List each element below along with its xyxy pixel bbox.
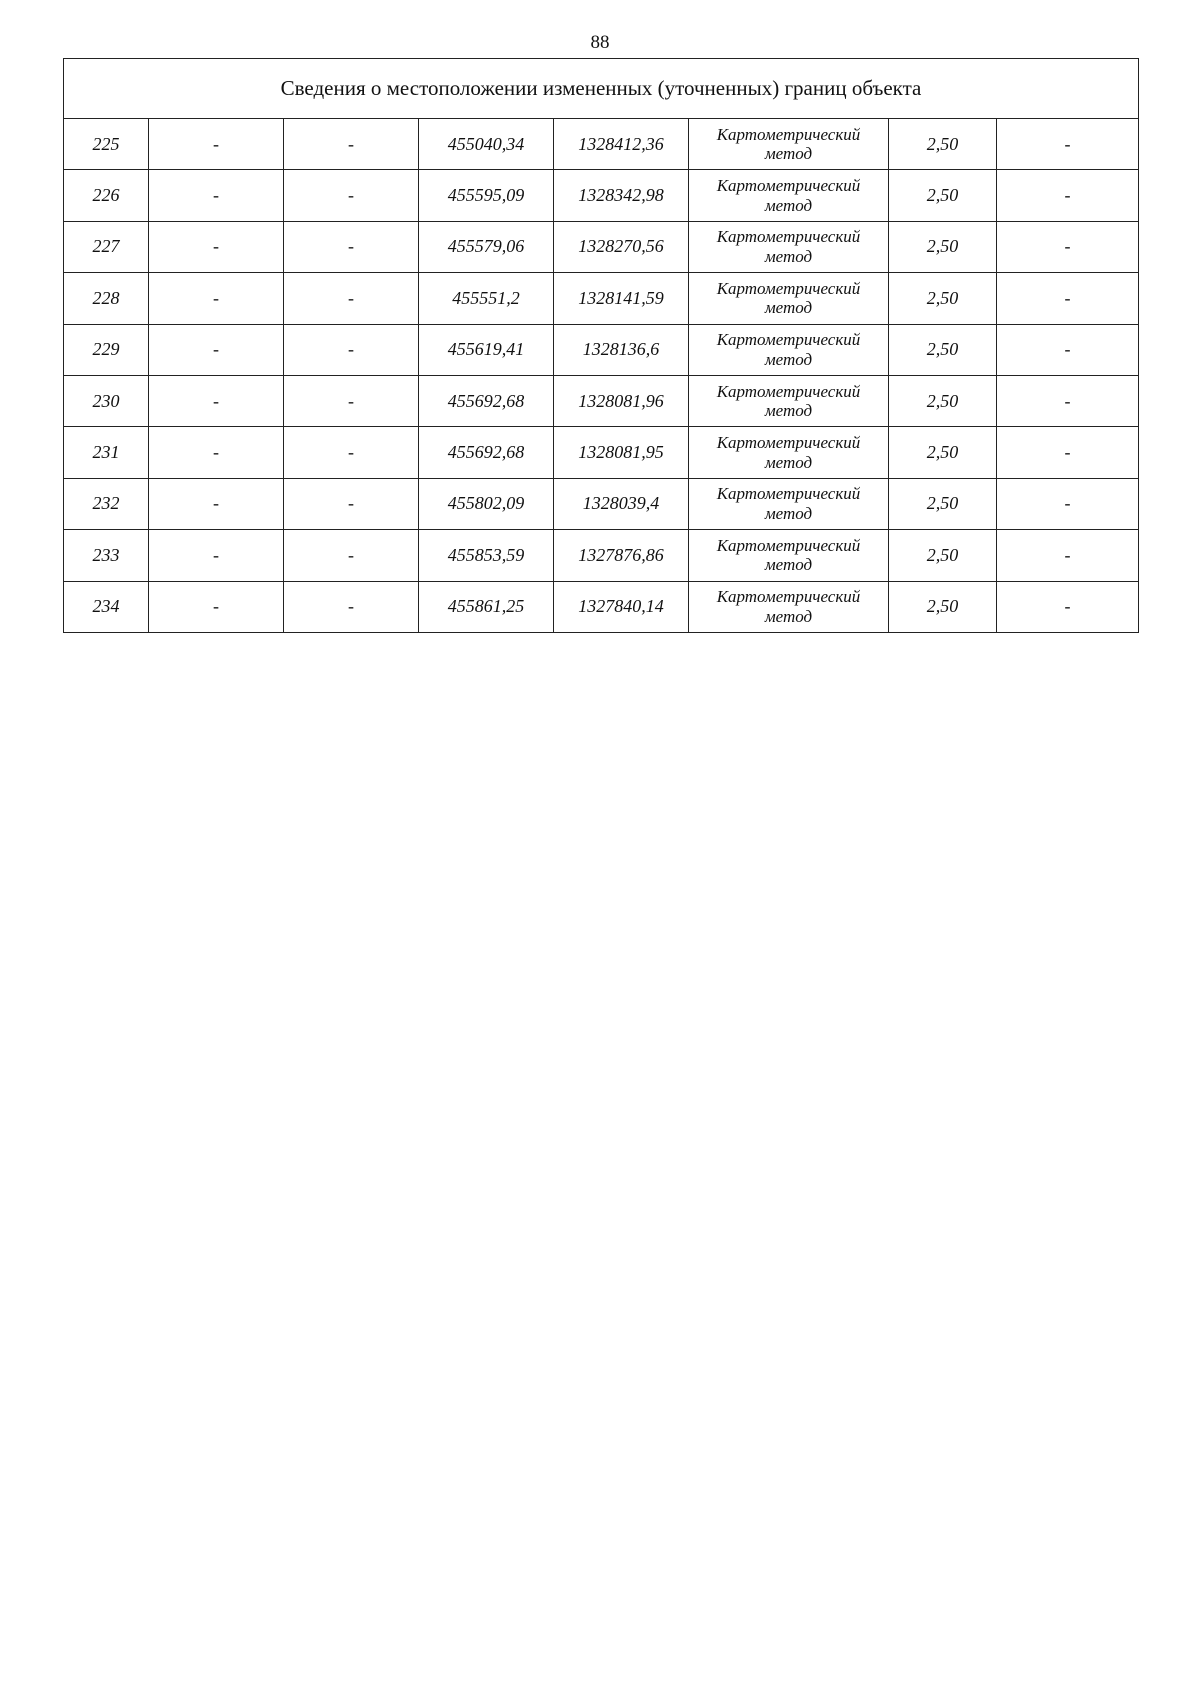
old-x-cell: -: [149, 273, 284, 324]
method-cell: Картометрический метод: [689, 119, 889, 170]
method-cell: Картометрический метод: [689, 324, 889, 375]
point-number-cell: 232: [64, 478, 149, 529]
old-y-cell: -: [284, 375, 419, 426]
old-y-cell: -: [284, 119, 419, 170]
accuracy-cell: 2,50: [889, 581, 997, 632]
point-number-cell: 233: [64, 530, 149, 581]
new-x-cell: 455619,41: [419, 324, 554, 375]
method-cell: Картометрический метод: [689, 478, 889, 529]
description-cell: -: [997, 170, 1139, 221]
accuracy-cell: 2,50: [889, 273, 997, 324]
new-x-cell: 455861,25: [419, 581, 554, 632]
new-y-cell: 1328081,96: [554, 375, 689, 426]
method-cell: Картометрический метод: [689, 221, 889, 272]
method-cell: Картометрический метод: [689, 427, 889, 478]
new-x-cell: 455853,59: [419, 530, 554, 581]
table-body: [64, 119, 1139, 633]
table-row: [64, 273, 1139, 324]
accuracy-cell: 2,50: [889, 119, 997, 170]
description-cell: -: [997, 581, 1139, 632]
table-row: [64, 581, 1139, 632]
new-y-cell: 1328141,59: [554, 273, 689, 324]
point-number-cell: 234: [64, 581, 149, 632]
old-y-cell: -: [284, 324, 419, 375]
new-x-cell: 455802,09: [419, 478, 554, 529]
point-number-cell: 228: [64, 273, 149, 324]
method-cell: Картометрический метод: [689, 170, 889, 221]
description-cell: -: [997, 478, 1139, 529]
table-title: Сведения о местоположении измененных (уточненных) границ объекта: [64, 59, 1139, 119]
old-y-cell: -: [284, 221, 419, 272]
description-cell: -: [997, 530, 1139, 581]
description-cell: -: [997, 221, 1139, 272]
accuracy-cell: 2,50: [889, 324, 997, 375]
point-number-cell: 226: [64, 170, 149, 221]
description-cell: -: [997, 324, 1139, 375]
old-x-cell: -: [149, 119, 284, 170]
description-cell: -: [997, 427, 1139, 478]
new-y-cell: 1328081,95: [554, 427, 689, 478]
description-cell: -: [997, 375, 1139, 426]
coordinates-table: [63, 58, 1139, 633]
method-cell: Картометрический метод: [689, 530, 889, 581]
old-y-cell: -: [284, 478, 419, 529]
description-cell: -: [997, 273, 1139, 324]
old-y-cell: -: [284, 273, 419, 324]
old-x-cell: -: [149, 530, 284, 581]
new-x-cell: 455692,68: [419, 375, 554, 426]
new-y-cell: 1328039,4: [554, 478, 689, 529]
old-y-cell: -: [284, 530, 419, 581]
old-x-cell: -: [149, 427, 284, 478]
new-x-cell: 455595,09: [419, 170, 554, 221]
old-x-cell: -: [149, 478, 284, 529]
old-x-cell: -: [149, 221, 284, 272]
point-number-cell: 229: [64, 324, 149, 375]
new-y-cell: 1328342,98: [554, 170, 689, 221]
method-cell: Картометрический метод: [689, 273, 889, 324]
method-cell: Картометрический метод: [689, 375, 889, 426]
new-x-cell: 455692,68: [419, 427, 554, 478]
old-y-cell: -: [284, 170, 419, 221]
accuracy-cell: 2,50: [889, 427, 997, 478]
table-row: [64, 119, 1139, 170]
old-x-cell: -: [149, 581, 284, 632]
new-x-cell: 455551,2: [419, 273, 554, 324]
table-row: [64, 427, 1139, 478]
accuracy-cell: 2,50: [889, 530, 997, 581]
table-row: [64, 375, 1139, 426]
old-y-cell: -: [284, 581, 419, 632]
new-y-cell: 1328412,36: [554, 119, 689, 170]
accuracy-cell: 2,50: [889, 478, 997, 529]
old-y-cell: -: [284, 427, 419, 478]
accuracy-cell: 2,50: [889, 375, 997, 426]
table-row: [64, 221, 1139, 272]
new-y-cell: 1328270,56: [554, 221, 689, 272]
table-row: [64, 530, 1139, 581]
page-number: 88: [590, 32, 610, 53]
new-y-cell: 1327876,86: [554, 530, 689, 581]
table-row: [64, 170, 1139, 221]
new-x-cell: 455579,06: [419, 221, 554, 272]
new-x-cell: 455040,34: [419, 119, 554, 170]
new-y-cell: 1328136,6: [554, 324, 689, 375]
method-cell: Картометрический метод: [689, 581, 889, 632]
table-row: [64, 324, 1139, 375]
table-row: [64, 478, 1139, 529]
point-number-cell: 230: [64, 375, 149, 426]
point-number-cell: 225: [64, 119, 149, 170]
point-number-cell: 231: [64, 427, 149, 478]
description-cell: -: [997, 119, 1139, 170]
accuracy-cell: 2,50: [889, 221, 997, 272]
new-y-cell: 1327840,14: [554, 581, 689, 632]
accuracy-cell: 2,50: [889, 170, 997, 221]
point-number-cell: 227: [64, 221, 149, 272]
old-x-cell: -: [149, 170, 284, 221]
old-x-cell: -: [149, 324, 284, 375]
old-x-cell: -: [149, 375, 284, 426]
